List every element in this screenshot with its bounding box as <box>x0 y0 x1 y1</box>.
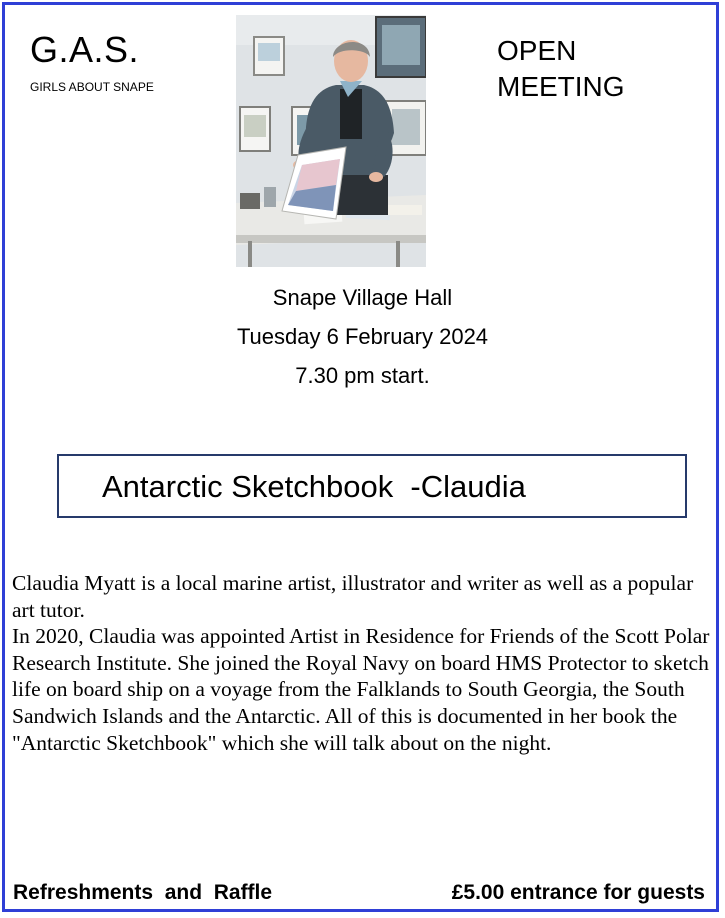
meeting-type-line2: MEETING <box>497 71 625 102</box>
talk-title: Antarctic Sketchbook -Claudia <box>102 469 526 504</box>
venue-place: Snape Village Hall <box>272 285 453 310</box>
meeting-type <box>497 33 625 105</box>
description-paragraph: In 2020, Claudia was appointed Artist in Residence for Friends of the Scott Polar Research Institute. She joined the Royal Navy on board HMS Protector to sketch life on board ship on a voyage from the Falklands to South Georgia, the South Sandwich Islands and the Antarctic. All of this is documented in her book the "Antarctic Sketchbook" which she will talk about on the night. <box>12 624 710 755</box>
meeting-type-line1: OPEN <box>497 35 577 66</box>
talk-description <box>12 570 712 756</box>
entrance-fee: £5.00 entrance for guests <box>451 881 705 904</box>
refreshments-note: Refreshments and Raffle <box>13 881 273 904</box>
group-subtitle: GIRLS ABOUT SNAPE <box>30 80 154 94</box>
group-title: G.A.S. <box>30 29 140 70</box>
event-date: Tuesday 6 February 2024 <box>236 324 489 349</box>
speaker-photo <box>236 15 426 267</box>
description-paragraph: Claudia Myatt is a local marine artist, illustrator and writer as well as a popular art tutor. <box>12 571 694 622</box>
talk-title-box <box>57 454 687 518</box>
event-time: 7.30 pm start. <box>295 363 430 388</box>
